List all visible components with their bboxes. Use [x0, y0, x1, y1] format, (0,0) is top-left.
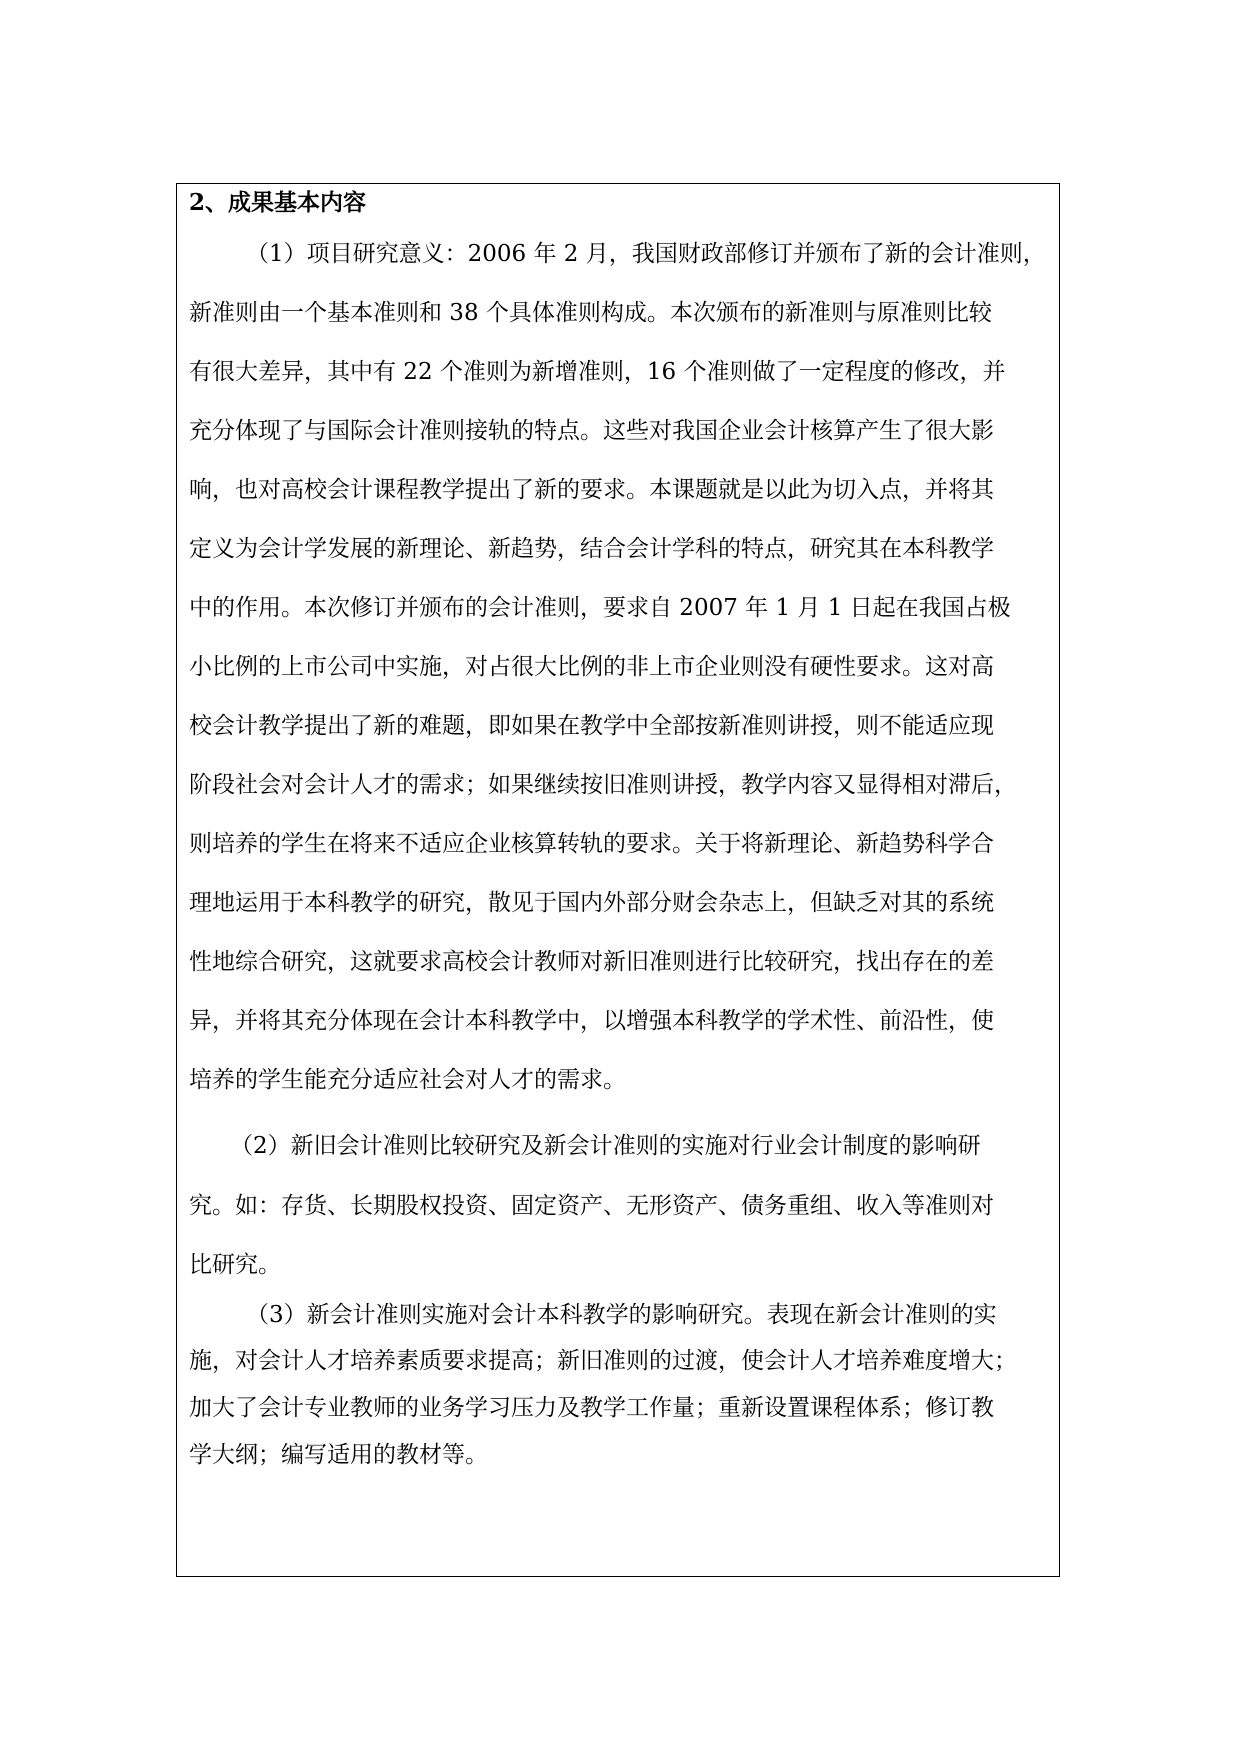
- paragraph-1-line-6: 定义为会计学发展的新理论、新趋势，结合会计学科的特点，研究其在本科教学: [189, 536, 994, 562]
- paragraph-2-line-3: 比研究。: [189, 1252, 281, 1278]
- paragraph-1-line-15: 培养的学生能充分适应社会对人才的需求。: [189, 1067, 626, 1093]
- paragraph-1-line-7: 中的作用。本次修订并颁布的会计准则，要求自 2007 年 1 月 1 日起在我国占极: [189, 595, 1011, 621]
- paragraph-1-line-14: 异，并将其充分体现在会计本科教学中，以增强本科教学的学术性、前沿性，使: [189, 1008, 994, 1034]
- paragraph-3-line-2: 施，对会计人才培养素质要求提高；新旧准则的过渡，使会计人才培养难度增大；: [189, 1348, 1017, 1374]
- paragraph-1-line-9: 校会计教学提出了新的难题，即如果在教学中全部按新准则讲授，则不能适应现: [189, 713, 994, 739]
- paragraph-1-line-10: 阶段社会对会计人才的需求；如果继续按旧准则讲授，教学内容又显得相对滞后，: [189, 772, 1017, 798]
- paragraph-1-line-5: 响，也对高校会计课程教学提出了新的要求。本课题就是以此为切入点，并将其: [189, 477, 994, 503]
- paragraph-1-line-8: 小比例的上市公司中实施，对占很大比例的非上市企业则没有硬性要求。这对高: [189, 654, 994, 680]
- paragraph-3-line-4: 学大纲；编写适用的教材等。: [189, 1442, 488, 1468]
- paragraph-1-line-13: 性地综合研究，这就要求高校会计教师对新旧准则进行比较研究，找出存在的差: [189, 949, 994, 975]
- paragraph-2-line-1: （2）新旧会计准则比较研究及新会计准则的实施对行业会计制度的影响研: [230, 1133, 981, 1159]
- paragraph-3-line-3: 加大了会计专业教师的业务学习压力及教学工作量；重新设置课程体系；修订教: [189, 1395, 994, 1421]
- paragraph-1-line-1: （1）项目研究意义：2006 年 2 月，我国财政部修订并颁布了新的会计准则，: [246, 241, 1046, 267]
- paragraph-1-line-12: 理地运用于本科教学的研究，散见于国内外部分财会杂志上，但缺乏对其的系统: [189, 890, 994, 916]
- paragraph-1-line-2: 新准则由一个基本准则和 38 个具体准则构成。本次颁布的新准则与原准则比较: [189, 300, 992, 326]
- paragraph-1-line-3: 有很大差异，其中有 22 个准则为新增准则，16 个准则做了一定程度的修改，并: [189, 359, 1006, 385]
- paragraph-1-line-11: 则培养的学生在将来不适应企业核算转轨的要求。关于将新理论、新趋势科学合: [189, 831, 994, 857]
- paragraph-1-line-4: 充分体现了与国际会计准则接轨的特点。这些对我国企业会计核算产生了很大影: [189, 418, 994, 444]
- section-heading: 2、成果基本内容: [189, 189, 367, 216]
- paragraph-3-line-1: （3）新会计准则实施对会计本科教学的影响研究。表现在新会计准则的实: [246, 1302, 997, 1328]
- paragraph-2-line-2: 究。如：存货、长期股权投资、固定资产、无形资产、债务重组、收入等准则对: [189, 1193, 994, 1219]
- content-box: [176, 183, 1060, 1577]
